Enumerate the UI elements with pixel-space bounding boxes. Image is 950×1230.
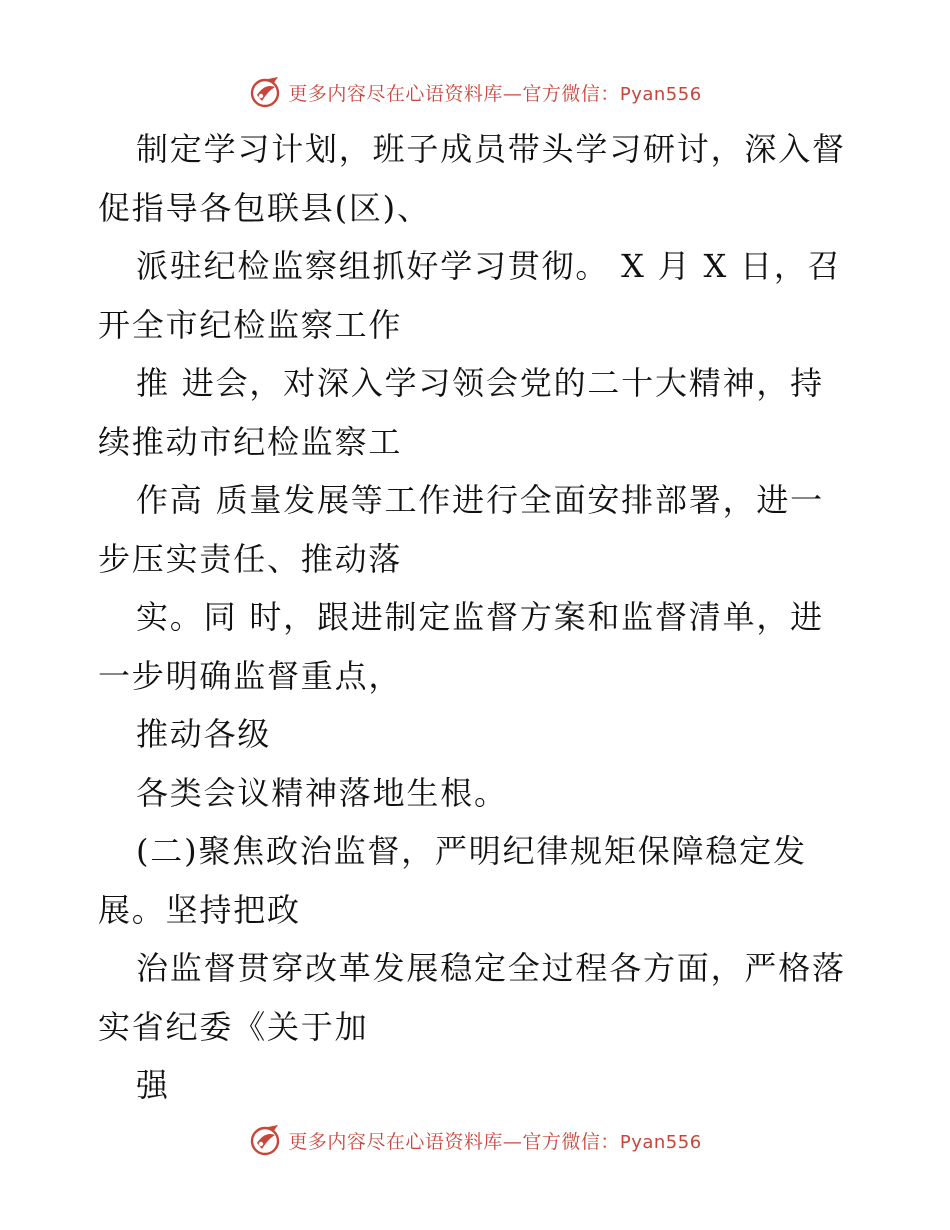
paragraph: 实。同 时，跟进制定监督方案和监督清单，进 一步明确监督重点， [98, 598, 824, 695]
paragraph: 制定学习计划，班子成员带头学习研讨，深入督 促指导各包联县(区)、 [98, 130, 846, 227]
paragraph: 作高 质量发展等工作进行全面安排部署，进一 步压实责任、推动落 [98, 481, 824, 578]
watermark-text: 更多内容尽在心语资料库—官方微信：Pyan556 [288, 82, 702, 105]
paragraph: 强 [136, 1066, 170, 1104]
footer-watermark [0, 1120, 950, 1160]
header-watermark [0, 72, 950, 112]
paragraph: 推 进会，对深入学习领会党的二十大精神，持 续推动市纪检监察工 [98, 364, 824, 461]
paragraph: 派驻纪检监察组抓好学习贯彻。 X 月 X 日，召 开全市纪检监察工作 [98, 247, 842, 344]
watermark-text: 更多内容尽在心语资料库—官方微信：Pyan556 [288, 1130, 702, 1153]
library-logo-icon [248, 1123, 282, 1157]
paragraph: 治监督贯穿改革发展稳定全过程各方面，严格落 实省纪委《关于加 [98, 949, 846, 1046]
paragraph: (二)聚焦政治监督，严明纪律规矩保障稳定发 展。坚持把政 [98, 832, 807, 929]
paragraph: 各类会议精神落地生根。 [136, 773, 508, 812]
library-logo-icon [248, 75, 282, 109]
paragraph: 推动各级 [136, 715, 272, 753]
document-body [98, 120, 858, 1115]
